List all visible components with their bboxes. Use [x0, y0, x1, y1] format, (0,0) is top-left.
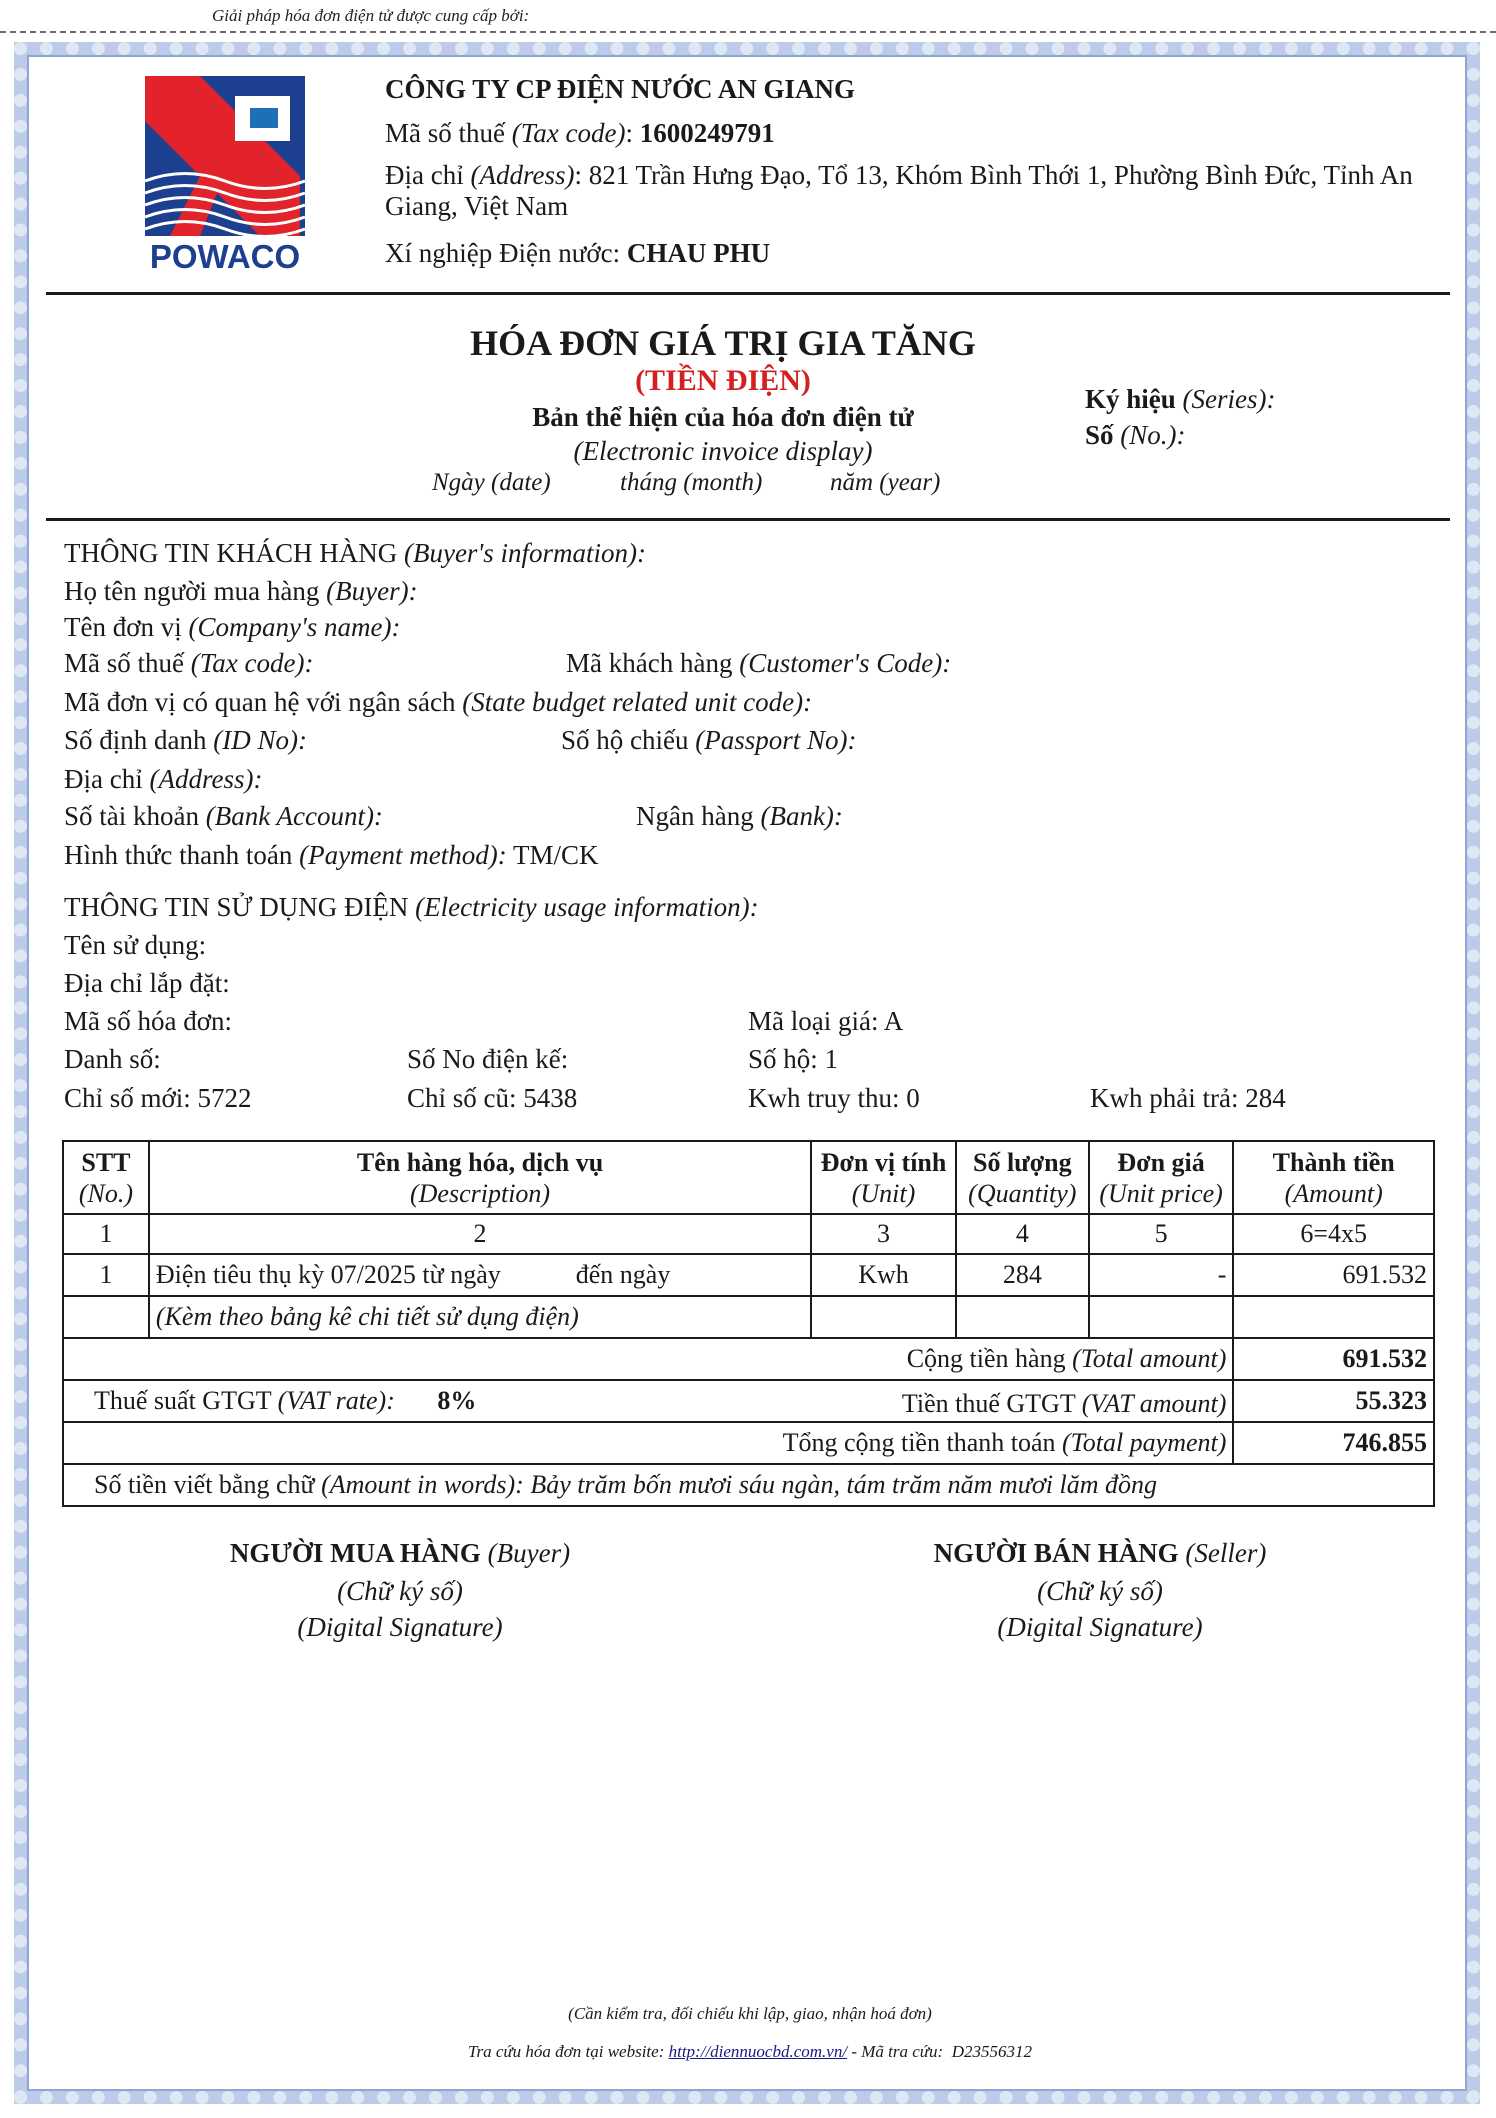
display-label-en: (Electronic invoice display)	[573, 436, 873, 466]
buyer-passport-label: Số hộ chiếu (Passport No):	[561, 725, 857, 755]
usage-old-index: Chỉ số cũ: 5438	[407, 1083, 578, 1113]
usage-household: Số hộ: 1	[748, 1044, 839, 1074]
total-payment-value: 746.855	[1233, 1422, 1434, 1464]
date-year-label: năm (year)	[830, 469, 941, 496]
title-divider	[46, 518, 1450, 521]
seller-branch-line: Xí nghiệp Điện nước: CHAU PHU	[385, 238, 771, 268]
seller-address-line1: Địa chỉ (Address): 821 Trần Hưng Đạo, Tổ 13, Khóm Bình Thới 1, Phường Bình Đức, Tỉnh An	[385, 160, 1413, 190]
buyer-bank-label: Ngân hàng (Bank):	[636, 801, 843, 831]
total-amount-value: 691.532	[1233, 1338, 1434, 1380]
powaco-logo	[140, 76, 310, 276]
index-cell: 3	[811, 1214, 956, 1254]
vat-row	[63, 1380, 1434, 1422]
item-no: 1	[63, 1254, 149, 1296]
number-label: Số (No.):	[1085, 420, 1186, 450]
header-no: STT (No.)	[63, 1141, 149, 1214]
buyer-name-label: Họ tên người mua hàng (Buyer):	[64, 576, 418, 606]
vat-amount-value: 55.323	[1233, 1380, 1434, 1422]
note-empty-cell	[956, 1296, 1089, 1338]
invoice-subtitle: (TIỀN ĐIỆN)	[635, 364, 811, 397]
powaco-logo-icon	[140, 76, 310, 276]
lookup-website-link[interactable]: http://diennuocbd.com.vn/	[668, 2042, 848, 2061]
usage-meter-no: Số No điện kế:	[407, 1044, 569, 1074]
usage-new-index: Chỉ số mới: 5722	[64, 1083, 252, 1113]
vat-rate-value: 8%	[437, 1386, 477, 1415]
display-label: Bản thể hiện của hóa đơn điện tử	[532, 402, 914, 432]
total-payment-label: Tổng cộng tiền thanh toán (Total payment)	[63, 1422, 1233, 1464]
item-description: Điện tiêu thụ kỳ 07/2025 từ ngày đến ngày	[149, 1254, 811, 1296]
vat-rate-label: Thuế suất GTGT (VAT rate):	[94, 1386, 395, 1415]
date-month-label: tháng (month)	[620, 469, 763, 496]
series-label: Ký hiệu (Series):	[1085, 384, 1276, 414]
footer-lookup-line: Tra cứu hóa đơn tại website: http://diennuocbd.com.vn/ - Mã tra cứu: D23556312	[467, 2042, 1032, 2061]
buyer-payment-method: Hình thức thanh toán (Payment method): TM/CK	[64, 840, 599, 870]
buyer-signature-title: NGƯỜI MUA HÀNG (Buyer)	[229, 1538, 571, 1568]
index-cell: 5	[1089, 1214, 1234, 1254]
footer-check-note: (Cần kiểm tra, đối chiếu khi lập, giao, nhận hoá đơn)	[568, 2004, 932, 2023]
note-empty-cell	[1233, 1296, 1434, 1338]
total-amount-row	[63, 1338, 1434, 1380]
buyer-company-label: Tên đơn vị (Company's name):	[64, 612, 401, 642]
payment-method-value: TM/CK	[513, 840, 599, 870]
seller-signature-digital: (Chữ ký số)	[1037, 1576, 1163, 1606]
buyer-address-label: Địa chỉ (Address):	[64, 764, 263, 794]
invoice-items-table	[62, 1140, 1435, 1507]
table-row	[63, 1254, 1434, 1296]
total-amount-label: Cộng tiền hàng (Total amount)	[63, 1338, 1233, 1380]
item-note: (Kèm theo bảng kê chi tiết sử dụng điện)	[149, 1296, 811, 1338]
amount-in-words-value: Bảy trăm bốn mươi sáu ngàn, tám trăm năm mươi lăm đồng	[530, 1470, 1157, 1499]
note-empty-cell	[1089, 1296, 1234, 1338]
header-unit: Đơn vị tính (Unit)	[811, 1141, 956, 1214]
seller-signature-digital-en: (Digital Signature)	[997, 1612, 1203, 1642]
header-amount: Thành tiền (Amount)	[1233, 1141, 1434, 1214]
buyer-id-label: Số định danh (ID No):	[64, 725, 307, 755]
note-empty-cell	[811, 1296, 956, 1338]
index-cell: 2	[149, 1214, 811, 1254]
note-empty-cell	[63, 1296, 149, 1338]
invoice-title: HÓA ĐƠN GIÁ TRỊ GIA TĂNG	[470, 323, 976, 363]
buyer-signature-digital-en: (Digital Signature)	[297, 1612, 503, 1642]
top-dashed-divider	[0, 31, 1496, 33]
item-quantity: 284	[956, 1254, 1089, 1296]
item-amount: 691.532	[1233, 1254, 1434, 1296]
seller-tax-code: 1600249791	[639, 118, 775, 148]
usage-section-title: THÔNG TIN SỬ DỤNG ĐIỆN (Electricity usage information):	[64, 892, 759, 922]
lookup-code: D23556312	[951, 2042, 1032, 2061]
vat-amount-label: Tiền thuế GTGT (VAT amount)	[901, 1389, 1227, 1418]
usage-invoice-code: Mã số hóa đơn:	[64, 1006, 233, 1036]
seller-address-line2: Giang, Việt Nam	[385, 191, 569, 221]
header-description: Tên hàng hóa, dịch vụ (Description)	[149, 1141, 811, 1214]
table-index-row	[63, 1214, 1434, 1254]
item-unit: Kwh	[811, 1254, 956, 1296]
amount-in-words-row	[63, 1464, 1434, 1506]
header-quantity: Số lượng (Quantity)	[956, 1141, 1089, 1214]
index-cell: 4	[956, 1214, 1089, 1254]
usage-user-name: Tên sử dụng:	[64, 930, 207, 960]
buyer-budget-label: Mã đơn vị có quan hệ với ngân sách (State budget related unit code):	[64, 687, 813, 717]
index-cell: 6=4x5	[1233, 1214, 1434, 1254]
table-header-row	[63, 1141, 1434, 1214]
svg-text:POWACO: POWACO	[149, 238, 301, 275]
index-cell: 1	[63, 1214, 149, 1254]
header-unit-price: Đơn giá (Unit price)	[1089, 1141, 1234, 1214]
usage-price-type: Mã loại giá: A	[748, 1006, 904, 1036]
usage-install-address: Địa chỉ lắp đặt:	[64, 968, 230, 998]
buyer-customer-code-label: Mã khách hàng (Customer's Code):	[566, 648, 952, 678]
usage-kwh-payable: Kwh phải trả: 284	[1090, 1083, 1286, 1113]
seller-company-name: CÔNG TY CP ĐIỆN NƯỚC AN GIANG	[385, 74, 856, 104]
table-row	[63, 1296, 1434, 1338]
provider-note: Giải pháp hóa đơn điện tử được cung cấp bởi:	[212, 6, 530, 25]
total-payment-row	[63, 1422, 1434, 1464]
buyer-tax-label: Mã số thuế (Tax code):	[64, 648, 314, 678]
buyer-section-title: THÔNG TIN KHÁCH HÀNG (Buyer's information):	[64, 538, 646, 568]
usage-danh-so: Danh số:	[64, 1044, 161, 1074]
header-divider	[46, 292, 1450, 295]
seller-signature-title: NGƯỜI BÁN HÀNG (Seller)	[933, 1538, 1267, 1568]
amount-in-words: Số tiền viết bằng chữ (Amount in words): Bảy trăm bốn mươi sáu ngàn, tám trăm năm mươi lăm đồng	[63, 1464, 1434, 1506]
buyer-bank-account-label: Số tài khoản (Bank Account):	[64, 801, 383, 831]
seller-branch: CHAU PHU	[626, 238, 771, 268]
seller-tax-line: Mã số thuế (Tax code): 1600249791	[385, 118, 775, 148]
item-unit-price: -	[1089, 1254, 1234, 1296]
buyer-signature-digital: (Chữ ký số)	[337, 1576, 463, 1606]
vat-cell	[63, 1380, 1233, 1422]
usage-kwh-retro: Kwh truy thu: 0	[748, 1083, 920, 1113]
date-day-label: Ngày (date)	[432, 469, 551, 496]
